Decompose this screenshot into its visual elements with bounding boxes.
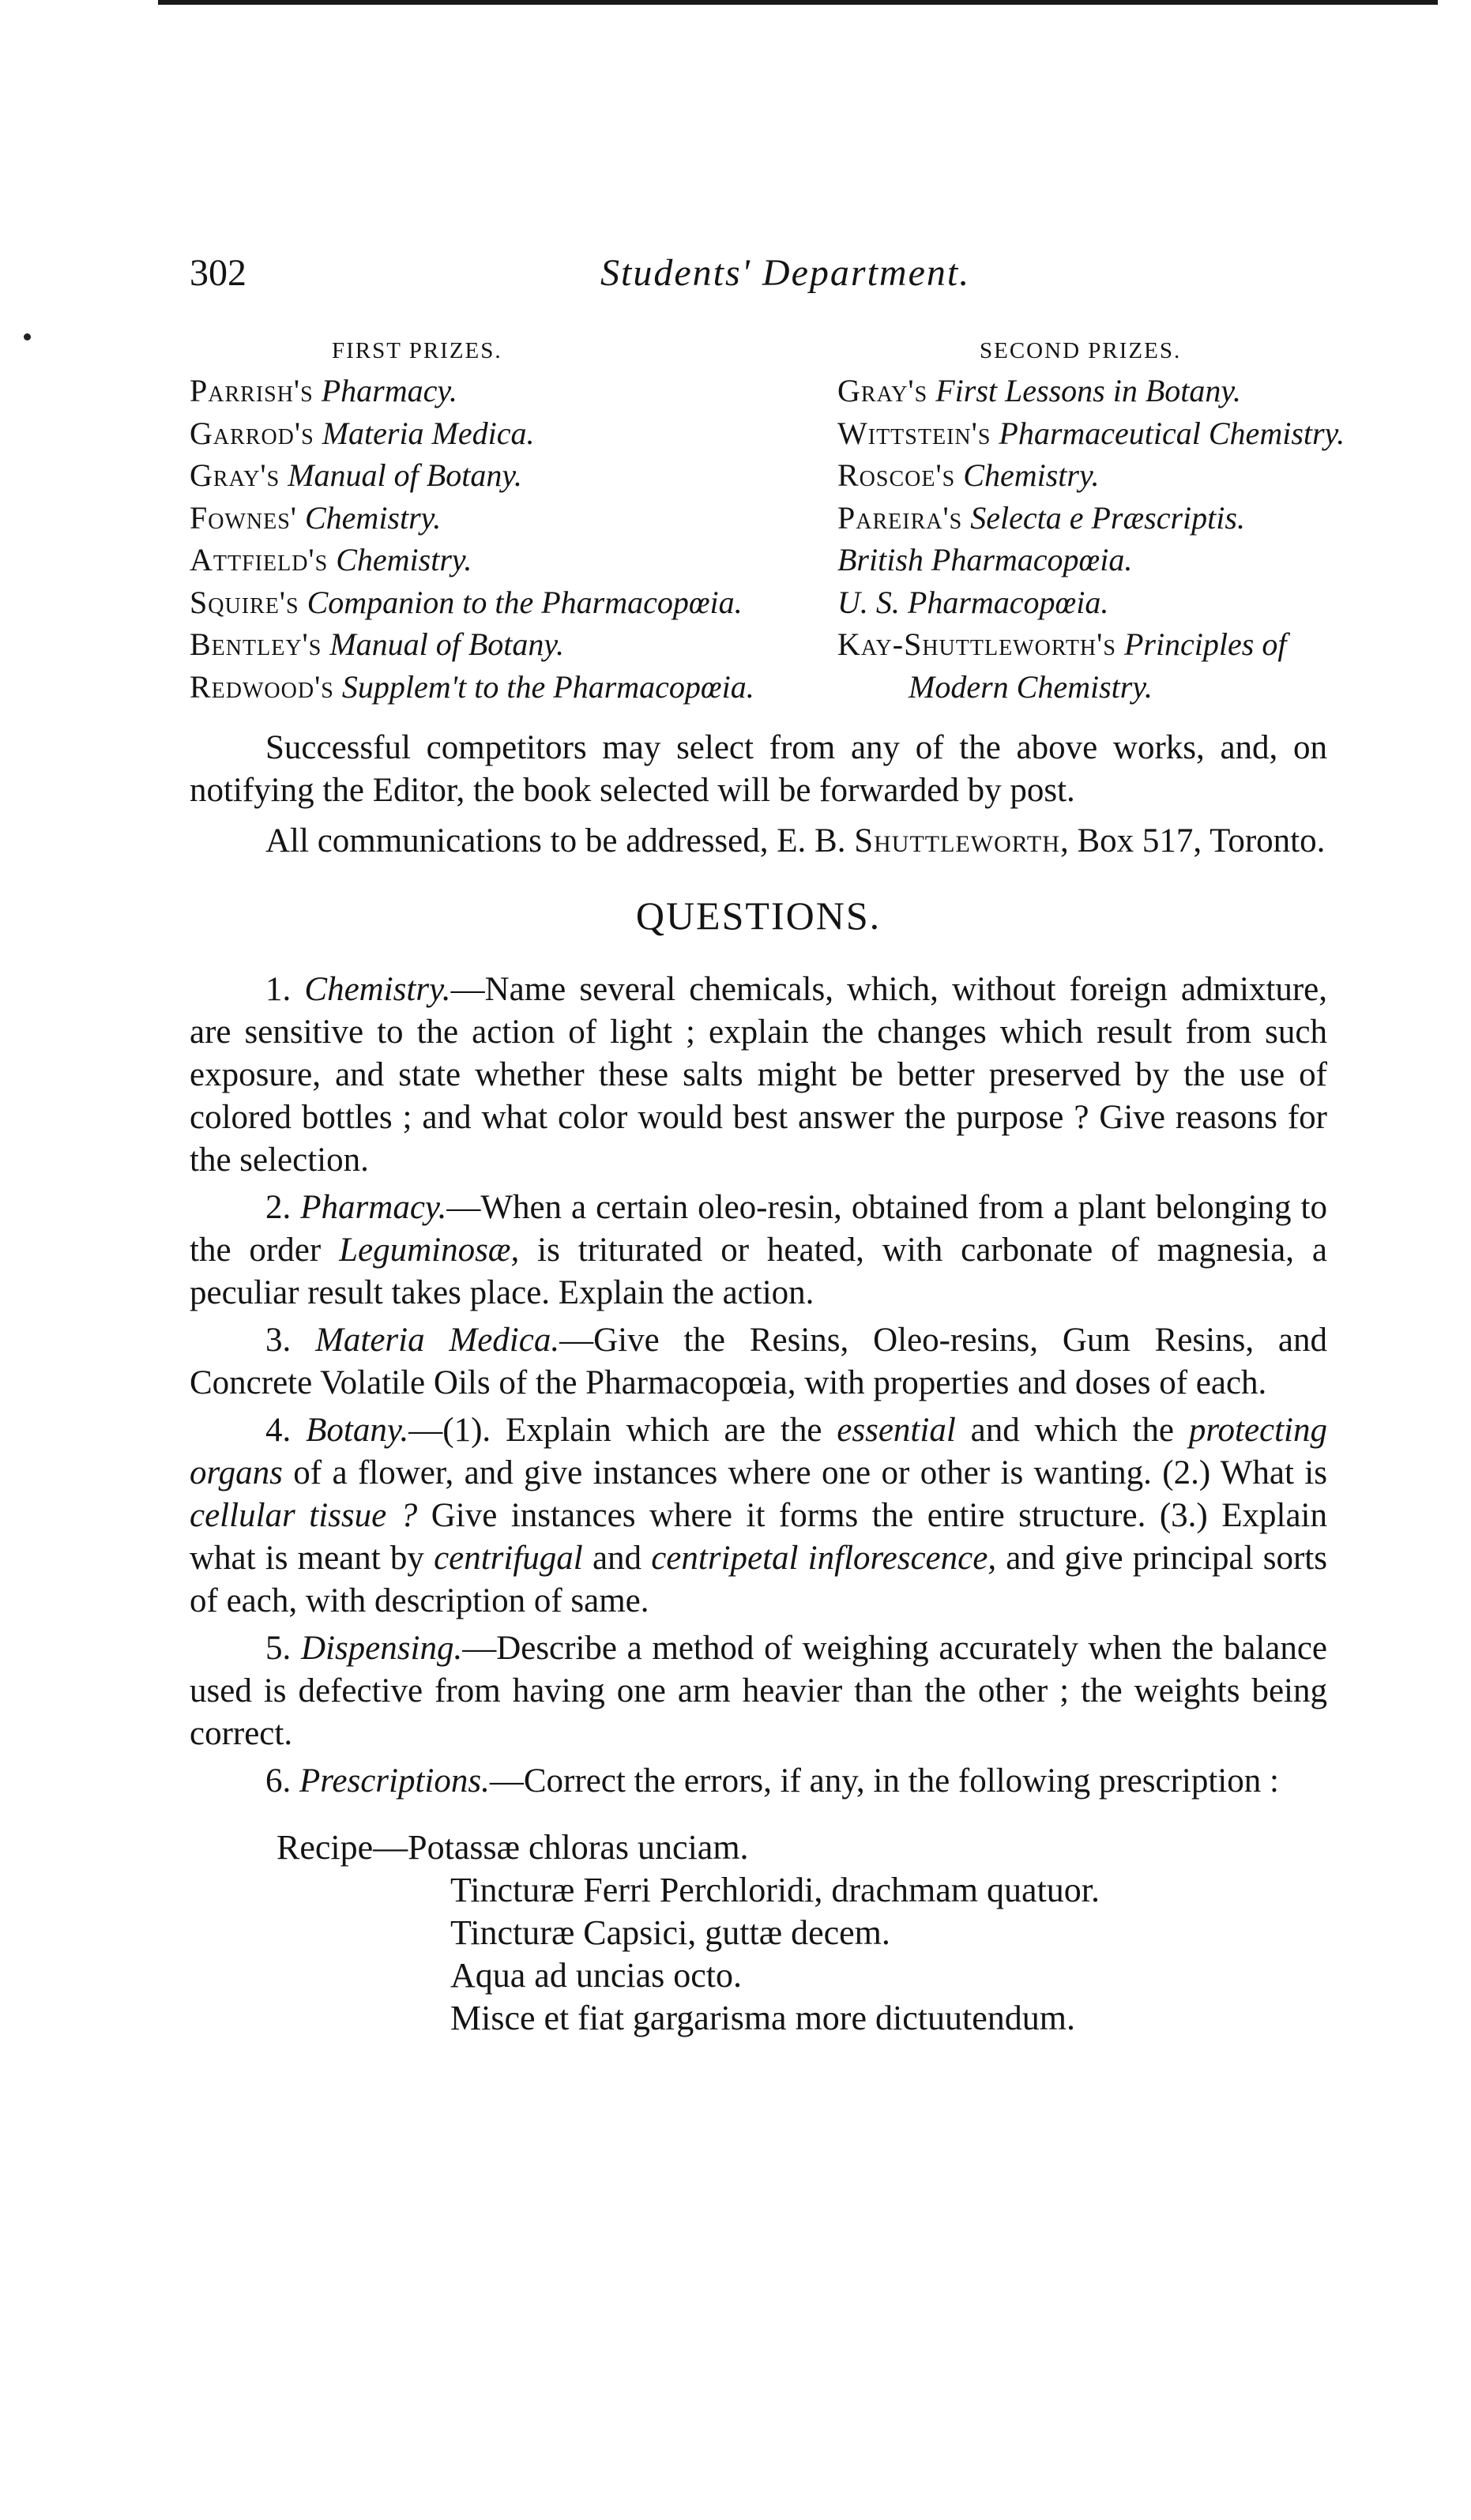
prize-item: Attfield's Chemistry. [190,542,472,577]
prize-item: Redwood's Supplem't to the Pharmacopœia. [190,668,754,705]
running-title: Students' Department. [600,252,971,294]
prize-item: Wittstein's Pharmaceutical Chemistry. [837,415,1345,451]
page-body [190,727,1327,2040]
margin-dot [24,333,31,340]
prize-item: Kay-Shuttleworth's Principles of [837,626,1287,662]
prescription [190,1826,1327,2040]
prescription-line: Tincturæ Capsici, guttæ decem. [450,1913,890,1952]
prize-item: Squire's Companion to the Pharmacopœia. [190,584,743,620]
prize-item: Fownes' Chemistry. [190,499,442,536]
prescription-line: Recipe—Potassæ chloras unciam. [277,1828,749,1867]
notice-paragraph: Successful competitors may select from any of the above works, and, on notifying the Editor, the book selected will be forwarded by post. [190,729,1327,809]
second-prizes-column [837,332,1422,708]
questions-heading: QUESTIONS. [635,893,882,938]
prize-item: Bentley's Manual of Botany. [190,626,564,662]
prize-item: U. S. Pharmacopœia. [837,584,1109,620]
prize-item: Roscoe's Chemistry. [837,457,1100,493]
question-item: 3. Materia Medica.—Give the Resins, Oleo-resins, Gum Resins, and Concrete Volatile Oils of the Pharmacopœia, with properties and doses of each. [190,1322,1327,1401]
question-item: 5. Dispensing.—Describe a method of weighing accurately when the balance used is defective from having one arm heavier than the other ; the weights being correct. [190,1630,1327,1752]
prescription-line: Tincturæ Ferri Perchloridi, drachmam quatuor. [450,1871,1100,1909]
question-item: 2. Pharmacy.—When a certain oleo-resin, obtained from a plant belonging to the order Leguminosæ, is triturated or heated, with carbonate of magnesia, a peculiar result takes place. Explain the action. [190,1189,1327,1311]
prescription-line: Misce et fiat gargarisma more dictuutendum. [450,1999,1075,2037]
prescription-line: Aqua ad uncias octo. [450,1956,742,1995]
page-number: 302 [190,252,246,294]
first-prizes-heading: FIRST PRIZES. [332,338,502,363]
page-header [190,251,1296,307]
prize-item: Garrod's Materia Medica. [190,415,535,451]
prize-item: Modern Chemistry. [909,668,1153,705]
prize-list [190,332,1422,727]
question-item: 1. Chemistry.—Name several chemicals, which, without foreign admixture, are sensitive to the action of light ; explain the changes which result from such exposure, and state whether these salts might be better preserved by the use of colored bottles ; and what color would best answer the purpose ? Give reasons for the selection. [190,971,1328,1179]
prize-item: Pareira's Selecta e Præscriptis. [837,499,1245,536]
second-prizes-heading: SECOND PRIZES. [980,338,1182,363]
top-rule [158,0,1438,5]
prize-item: Parrish's Pharmacy. [190,373,457,408]
first-prizes-column [190,332,837,708]
address-paragraph: All communications to be addressed, E. B. Shuttleworth, Box 517, Toronto. [265,822,1326,859]
prize-item: Gray's First Lessons in Botany. [837,373,1241,408]
editor-name: Shuttleworth [854,822,1060,859]
question-item: 6. Prescriptions.—Correct the errors, if any, in the following prescription : [265,1762,1279,1800]
prize-item: British Pharmacopœia. [837,542,1133,577]
prize-item: Gray's Manual of Botany. [190,457,522,493]
question-item: 4. Botany.—(1). Explain which are the essential and which the protecting organs of a flower, and give instances where one or other is wanting. (2.) What is cellular tissue ? Give instances where it forms the entire structure. (3.) Explain what is meant by centrifugal and centripetal inflorescence, and give principal sorts of each, with description of same. [190,1412,1328,1619]
